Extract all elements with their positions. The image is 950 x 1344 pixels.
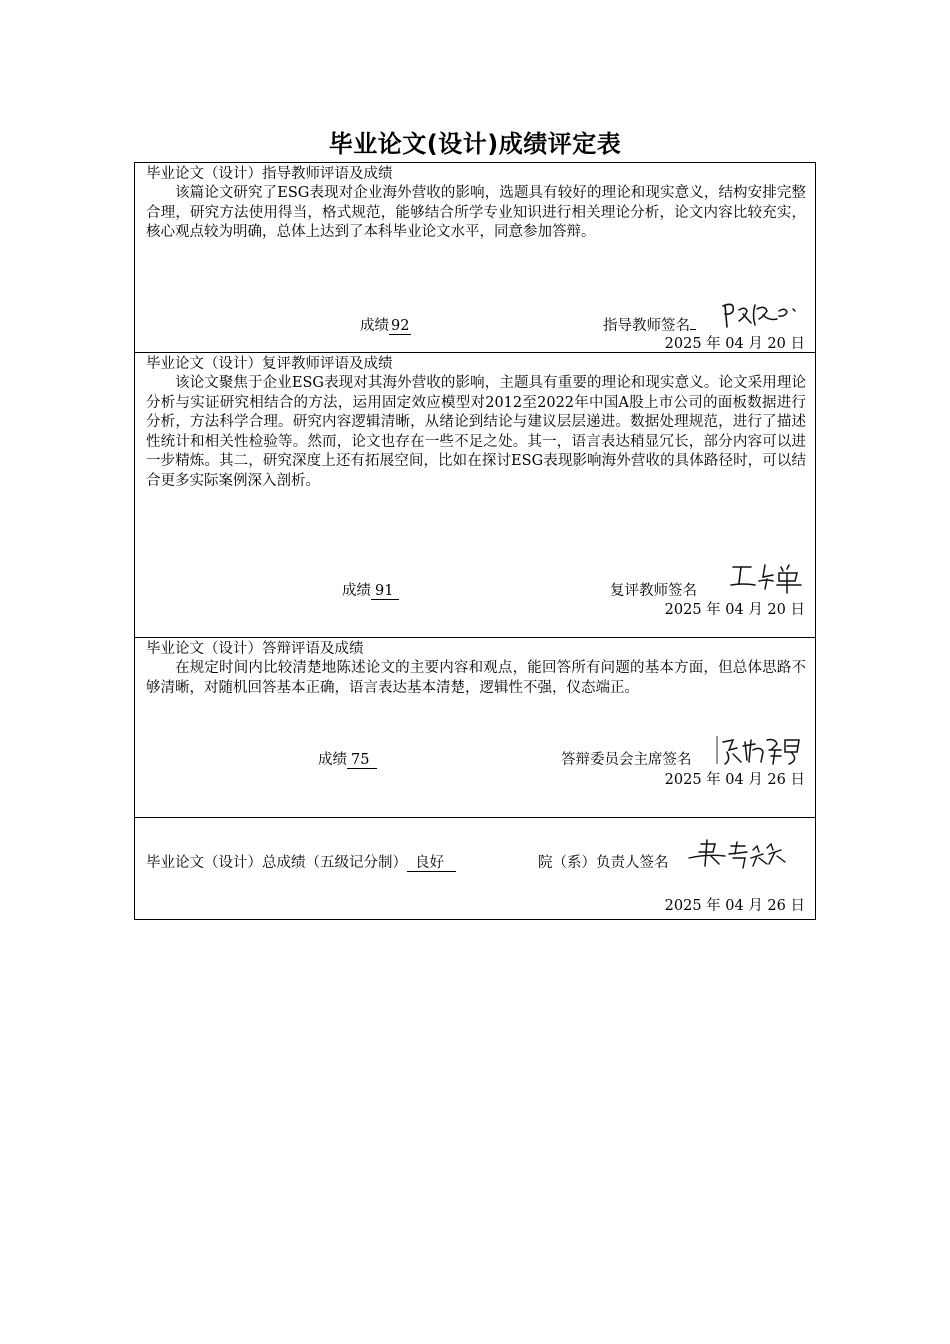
reviewer-signature-image: [729, 559, 809, 595]
defense-grade: [318, 751, 377, 770]
advisor-grade-value: 92: [391, 318, 410, 334]
grade-evaluation-table: [134, 162, 816, 920]
final-date: 2025 年 04 月 26 日: [664, 898, 805, 914]
advisor-heading: 毕业论文（设计）指导教师评语及成绩: [146, 166, 393, 182]
advisor-grade-label: 成绩: [360, 318, 389, 334]
reviewer-grade-label: 成绩: [342, 583, 371, 599]
advisor-date: 2025 年 04 月 20 日: [664, 336, 805, 352]
defense-date: 2025 年 04 月 26 日: [664, 772, 805, 788]
advisor-sign-label: 指导教师签名: [603, 317, 696, 336]
reviewer-grade-value: 91: [371, 583, 399, 600]
reviewer-heading: 毕业论文（设计）复评教师评语及成绩: [146, 356, 393, 372]
defense-comment: 在规定时间内比较清楚地陈述论文的主要内容和观点，能回答所有问题的基本方面，但总体思路不够清晰，对随机回答基本正确，语言表达基本清楚，逻辑性不强，仪态端正。: [146, 660, 806, 696]
page-title: 毕业论文(设计)成绩评定表: [328, 130, 622, 158]
final-grade-label: 毕业论文（设计）总成绩（五级记分制）: [146, 855, 407, 871]
advisor-comment: 该篇论文研究了ESG表现对企业海外营收的影响，选题具有较好的理论和现实意义，结构安排完整合理，研究方法使用得当，格式规范，能够结合所学专业知识进行相关理论分析，论文内容比较充实，核心观点较为明确，总体上达到了本科毕业论文水平，同意参加答辩。: [146, 185, 806, 240]
advisor-signature-image: [719, 297, 805, 333]
final-signature-image: [687, 836, 787, 872]
reviewer-date: 2025 年 04 月 20 日: [664, 602, 805, 618]
reviewer-grade: [342, 582, 399, 601]
final-section: [135, 818, 815, 919]
defense-section: [135, 638, 815, 818]
advisor-section: [135, 163, 815, 353]
defense-signature-image: [715, 732, 805, 768]
reviewer-section: [135, 353, 815, 638]
defense-grade-label: 成绩: [318, 752, 347, 768]
defense-sign-label: 答辩委员会主席签名: [561, 752, 692, 768]
advisor-grade: [360, 317, 411, 336]
defense-grade-value: 75: [347, 752, 377, 769]
reviewer-comment: 该论文聚焦于企业ESG表现对其海外营收的影响，主题具有重要的理论和现实意义。论文采用理论分析与实证研究相结合的方法，运用固定效应模型对2012至2022年中国A股上市公司的面板数据进行分析，方法科学合理。研究内容逻辑清晰，从绪论到结论与建议层层递进。数据处理规范，进行了描述性统计和相关性检验等。然而，论文也存在一些不足之处。其一，语言表达稍显冗长，部分内容可以进一步精炼。其二，研究深度上还有拓展空间，比如在探讨ESG表现影响海外营收的具体路径时，可以结合更多实际案例深入剖析。: [146, 375, 806, 489]
final-grade-value: 良好: [407, 855, 456, 872]
final-grade: [146, 854, 456, 873]
defense-heading: 毕业论文（设计）答辩评语及成绩: [146, 641, 364, 657]
reviewer-sign-label: 复评教师签名: [610, 583, 697, 599]
final-sign-label: 院（系）负责人签名: [538, 855, 669, 871]
